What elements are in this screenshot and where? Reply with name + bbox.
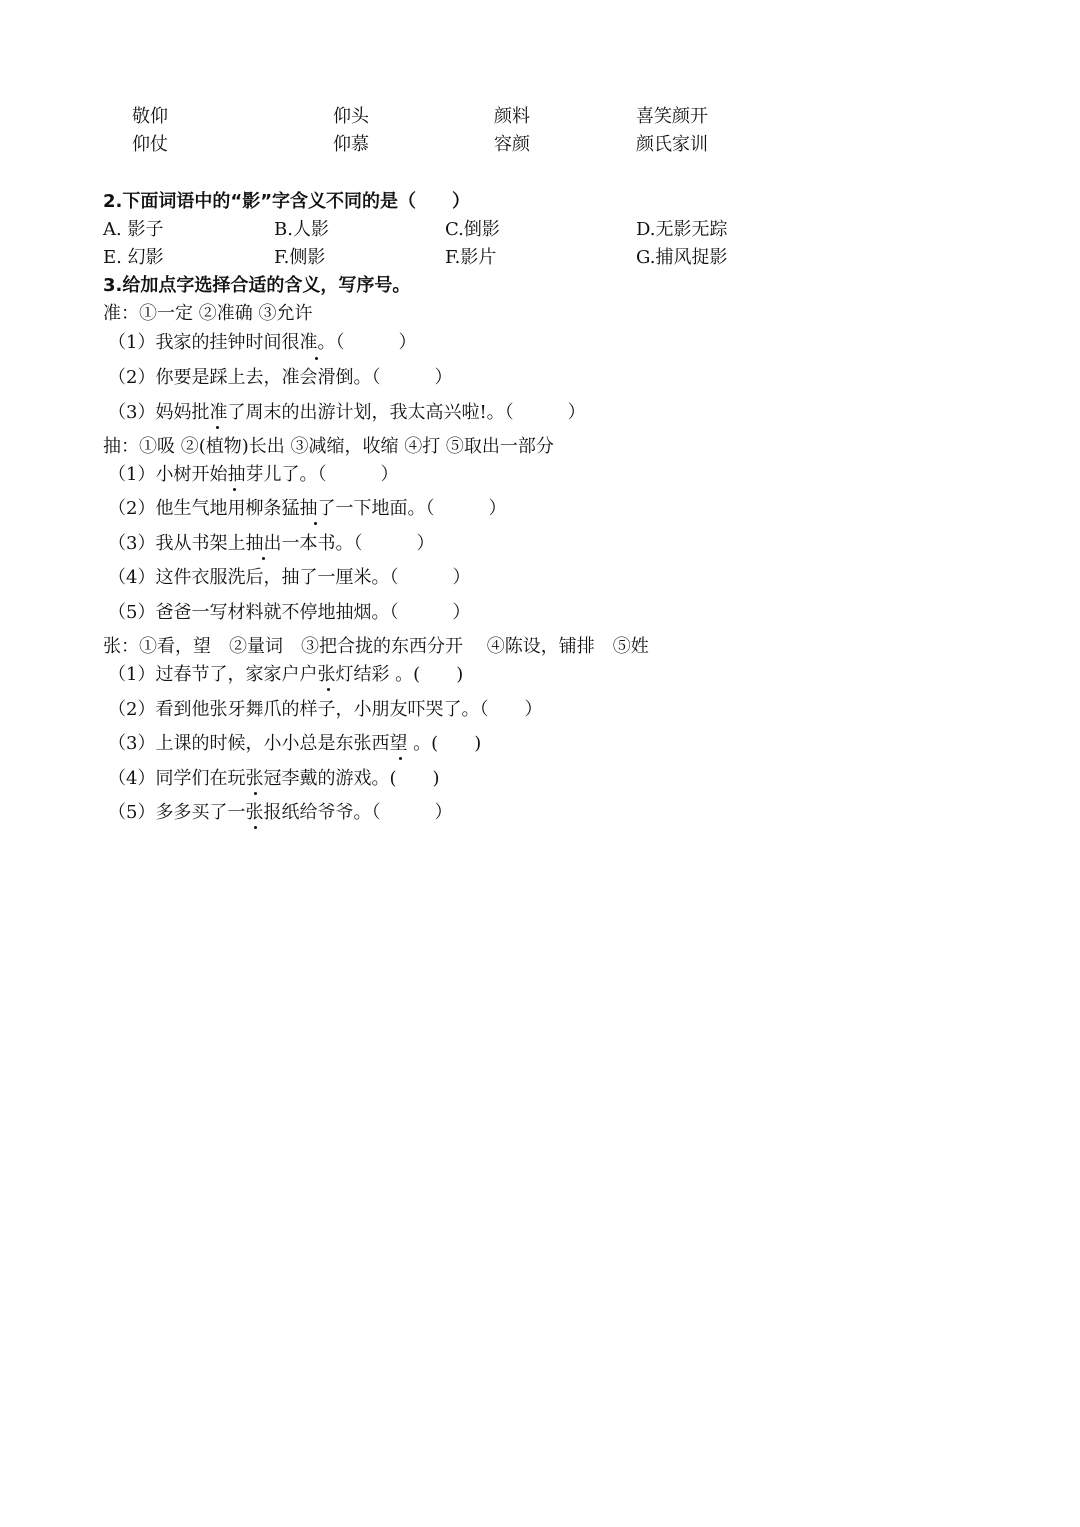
emphasis-dot xyxy=(254,792,257,795)
emphasis-dot xyxy=(315,357,318,360)
list-item: （2）他生气地用柳条猛抽了一下地面。（ ） xyxy=(108,498,507,519)
option-item: G.捕风捉影 xyxy=(636,247,728,268)
option-item: B.人影 xyxy=(274,219,329,240)
emphasis-dot xyxy=(327,688,330,691)
list-item: （2）你要是踩上去，准会滑倒。（ ） xyxy=(108,367,453,388)
emphasis-dot xyxy=(314,522,317,525)
option-item: A. 影子 xyxy=(103,219,164,240)
list-item: （2）看到他张牙舞爪的样子，小朋友吓哭了。（ ） xyxy=(108,699,543,720)
question-title: 3.给加点字选择合适的含义，写序号。 xyxy=(103,275,411,296)
meaning-list: 抽：①吸 ②(植物)长出 ③减缩，收缩 ④打 ⑤取出一部分 xyxy=(103,436,554,457)
word-cell: 颜料 xyxy=(494,106,530,127)
meaning-list: 准：①一定 ②准确 ③允许 xyxy=(103,303,313,324)
meaning-list: 张：①看，望 ②量词 ③把合拢的东西分开 ④陈设，铺排 ⑤姓 xyxy=(103,636,649,657)
emphasis-dot xyxy=(262,557,265,560)
emphasis-dot xyxy=(216,426,219,429)
word-cell: 颜氏家训 xyxy=(636,134,708,155)
word-cell: 敬仰 xyxy=(132,106,168,127)
option-item: F.侧影 xyxy=(274,247,326,268)
option-item: C.倒影 xyxy=(445,219,500,240)
word-cell: 仰头 xyxy=(333,106,369,127)
word-cell: 仰仗 xyxy=(132,134,168,155)
word-cell: 喜笑颜开 xyxy=(636,106,708,127)
list-item: （1）过春节了，家家户户张灯结彩 。( ) xyxy=(108,664,464,685)
word-cell: 仰慕 xyxy=(333,134,369,155)
list-item: （4）同学们在玩张冠李戴的游戏。( ) xyxy=(108,768,440,789)
option-item: E. 幻影 xyxy=(103,247,164,268)
list-item: （3）妈妈批准了周末的出游计划，我太高兴啦!。（ ） xyxy=(108,402,586,423)
list-item: （3）我从书架上抽出一本书。（ ） xyxy=(108,533,435,554)
list-item: （3）上课的时候，小小总是东张西望 。( ) xyxy=(108,733,482,754)
option-item: F.影片 xyxy=(445,247,497,268)
question-title: 2.下面词语中的“影”字含义不同的是（ ） xyxy=(103,191,471,212)
emphasis-dot xyxy=(399,757,402,760)
list-item: （1）小树开始抽芽儿了。（ ） xyxy=(108,464,399,485)
emphasis-dot xyxy=(254,826,257,829)
word-cell: 容颜 xyxy=(494,134,530,155)
list-item: （5）爸爸一写材料就不停地抽烟。（ ） xyxy=(108,602,471,623)
list-item: （4）这件衣服洗后，抽了一厘米。（ ） xyxy=(108,567,471,588)
emphasis-dot xyxy=(233,488,236,491)
option-item: D.无影无踪 xyxy=(636,219,728,240)
list-item: （5）多多买了一张报纸给爷爷。（ ） xyxy=(108,802,453,823)
list-item: （1）我家的挂钟时间很准。（ ） xyxy=(108,332,417,353)
